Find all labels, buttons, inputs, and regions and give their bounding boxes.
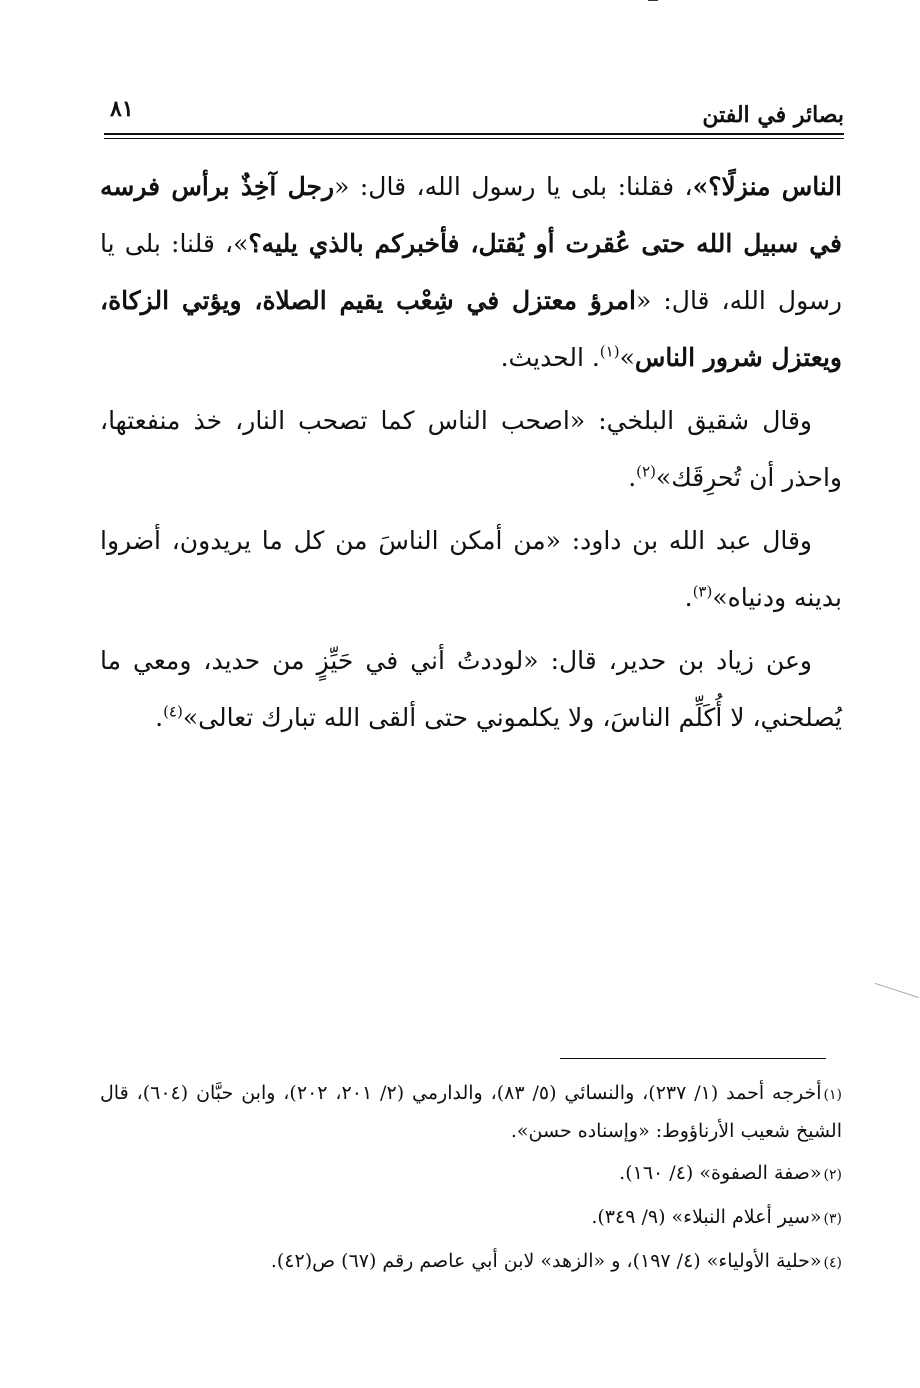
header-rule-thin xyxy=(104,138,844,139)
quote-close: » xyxy=(619,343,635,372)
footnote-ref-2[interactable]: (٢) xyxy=(636,462,656,481)
running-header xyxy=(104,96,844,132)
period: . xyxy=(628,463,637,492)
footnote-number: (٢) xyxy=(823,1167,842,1183)
hadith-text: الناس منزلًا؟» xyxy=(692,172,843,201)
paragraph-2 xyxy=(100,392,842,506)
paragraph-3 xyxy=(100,512,842,626)
footnotes xyxy=(100,1075,842,1287)
narration-text: . الحديث. xyxy=(500,343,600,372)
footnote-4 xyxy=(100,1243,842,1281)
quote-text: وقال شقيق البلخي: «اصحب الناس كما تصحب النار، خذ منفعتها، واحذر أن تُحرِقَك» xyxy=(100,406,842,492)
paragraph-1 xyxy=(100,158,842,386)
footnote-text: «صفة الصفوة» (٤/ ١٦٠). xyxy=(619,1162,822,1184)
hadith-text: رجل آخِذٌ برأس فرسه في سبيل الله حتى عُقرت أو يُقتل، فأخبركم بالذي يليه؟ xyxy=(100,172,842,258)
header-rule xyxy=(104,133,844,135)
footnote-number: (٣) xyxy=(823,1211,842,1227)
scan-mark xyxy=(875,983,919,998)
hadith-text: امرؤ معتزل في شِعْب يقيم الصلاة، ويؤتي الزكاة، ويعتزل شرور الناس xyxy=(100,286,842,372)
paragraph-4 xyxy=(100,632,842,746)
period: . xyxy=(684,583,693,612)
narration-text: »، قلنا: بلى يا رسول الله، قال: « xyxy=(100,229,843,315)
footnote-ref-3[interactable]: (٣) xyxy=(692,582,713,601)
scan-mark xyxy=(648,0,658,4)
page-number: ٨١ xyxy=(110,96,134,122)
footnote-ref-4[interactable]: (٤) xyxy=(163,702,183,721)
footnote-text: «سير أعلام النبلاء» (٩/ ٣٤٩). xyxy=(591,1206,822,1228)
body-text xyxy=(100,158,842,752)
footnote-ref-1[interactable]: (١) xyxy=(599,342,620,361)
footnote-2 xyxy=(100,1155,842,1193)
period: . xyxy=(155,703,164,732)
narration-text: ، فقلنا: بلى يا رسول الله، قال: « xyxy=(334,172,693,201)
quote-text: وعن زياد بن حدير، قال: «لوددتُ أني في حَيِّزٍ من حديد، ومعي ما يُصلحني، لا أُكَلِّم الناسَ، ولا يكلموني حتى ألقى الله تبارك تعالى» xyxy=(100,646,842,732)
footnote-number: (١) xyxy=(823,1087,842,1103)
quote-text: وقال عبد الله بن داود: «من أمكن الناسَ من كل ما يريدون، أضروا بدينه ودنياه» xyxy=(100,526,842,612)
footnote-text: أخرجه أحمد (١/ ٢٣٧)، والنسائي (٥/ ٨٣)، والدارمي (٢/ ٢٠١، ٢٠٢)، وابن حبَّان (٦٠٤)، قال الشيخ شعيب الأرناؤوط: «وإسناده حسن». xyxy=(100,1082,842,1142)
footnote-text: «حلية الأولياء» (٤/ ١٩٧)، و «الزهد» لابن أبي عاصم رقم (٦٧) ص(٤٢). xyxy=(270,1250,822,1272)
footnote-number: (٤) xyxy=(823,1255,842,1271)
footnote-rule xyxy=(560,1058,826,1059)
header-title: بصائر في الفتن xyxy=(702,102,844,128)
footnote-3 xyxy=(100,1199,842,1237)
footnote-1 xyxy=(100,1075,842,1149)
